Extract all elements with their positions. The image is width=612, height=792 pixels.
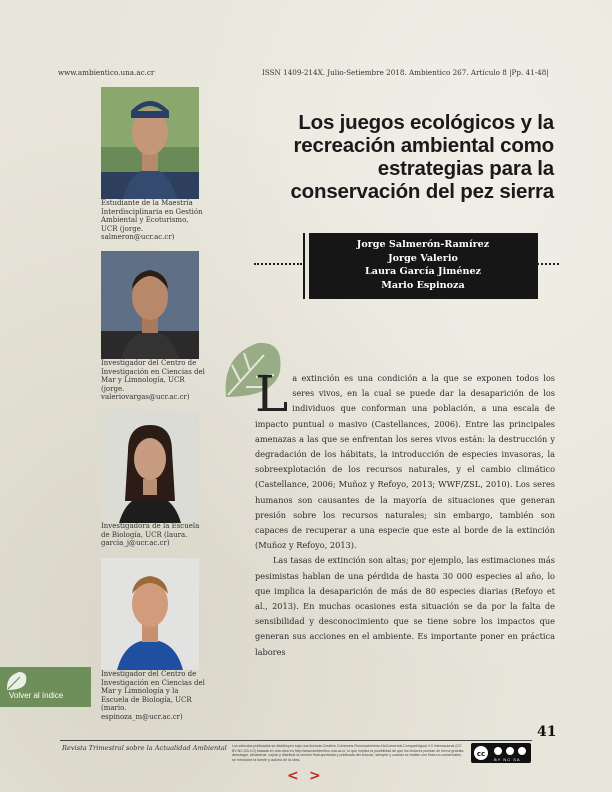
footer-divider	[60, 740, 532, 741]
back-to-index-label: Volver al índice	[9, 691, 64, 700]
author-name: Mario Espinoza	[381, 279, 465, 291]
website-url[interactable]: www.ambientico.una.ac.cr	[58, 68, 155, 77]
svg-text:cc: cc	[476, 750, 486, 758]
author-name: Jorge Salmerón-Ramírez	[356, 239, 490, 250]
author-photo-3	[101, 411, 199, 523]
leaf-icon	[5, 670, 29, 692]
author-bio-1: Estudiante de la Maestría Interdisciplinaria en Gestión Ambiental y Ecoturismo, UCR (jorge. salmeron@ucr.ac.cr)	[101, 199, 203, 242]
cc-icon	[473, 745, 489, 761]
author-name: Laura García Jiménez	[364, 266, 482, 277]
author-photo-1	[101, 87, 199, 199]
issn-citation: ISSN 1409-214X. Julio-Setiembre 2018. Ambientico 267. Artículo 8 |Pp. 41-48|	[262, 68, 549, 77]
author-bio-3: Investigadora de la Escuela de Biología, UCR (laura. garcia_j@ucr.ac.cr)	[101, 522, 200, 548]
paragraph-1	[255, 365, 555, 553]
article-body	[255, 365, 555, 660]
author-list	[316, 238, 530, 292]
author-bio-2: Investigador del Centro de Investigación en Ciencias del Mar y Limnología, UCR (jorge. valeriovargas@ucr.ac.cr)	[101, 359, 205, 402]
page-number: 41	[537, 724, 557, 740]
cc-badge-label: BY NC SA	[494, 757, 521, 762]
next-page-button[interactable]: >	[309, 768, 321, 784]
author-name: Jorge Valerio	[388, 252, 458, 264]
previous-page-button[interactable]: <	[287, 768, 299, 784]
license-text: Los artículos publicados se distribuyen bajo una licencia Creative Commons Reconocimiento-NoComercial-CompartirIgual 4.0 Internacional (CC BY-NC-SA 4.0) basada en una obra en http://www.ambientico.una.ac.cr, lo que implica la posibilidad de que los lectores puedan de forma gratuita descargar, almacenar, copiar y distribuir la versión final aprobada y publicada del artículo, siempre y cuando se realice con fines no comerciales, se mencione la fuente y autoría de la obra.	[232, 744, 464, 762]
paragraph-2: Las tasas de extinción son altas; por ejemplo, las estimaciones más pesimistas hablan de una pérdida de hasta 30 000 especies al año, lo que implica la desaparición de más de 80 especies diarias (Refoyo et al., 2013). En muchas ocasiones esta situación se da por la falta de sensibilidad y desconocimiento que se tiene sobre los impactos que generan sus acciones en el ambiente. Es importante poner en práctica labores	[255, 555, 555, 657]
decorative-dots-right	[537, 263, 559, 265]
decorative-dots-left	[254, 263, 302, 265]
author-bio-4: Investigador del Centro de Investigación en Ciencias del Mar y Limnología y la Escuela de Biología, UCR (mario. espinoza_m@ucr.ac.cr)	[101, 670, 205, 721]
author-photo-2	[101, 251, 199, 359]
author-photo-4	[101, 558, 199, 670]
journal-name: Revista Trimestral sobre la Actualidad Ambiental	[62, 744, 227, 752]
drop-cap: L	[255, 365, 289, 423]
paragraph-1-text: a extinción es una condición a la que se exponen todos los seres vivos, en la cual se puede dar la desaparición de los individuos que conforman una población, a una escala de impacto puntual o masivo (Castellances, 2006). Entre las principales amenazas a las que se enfrentan los seres vivos están: la destrucción y degradación de los hábitats, la introducción de especies invasoras, la sobreexplotación de los recursos naturales, y el cambio climático (Castellance, 2006; Muñoz y Refoyo, 2013; WWF/ZSL, 2010). Los seres humanos son causantes de la mayoría de situaciones que generan presión sobre los recursos naturales; sin embargo, también son capaces de recuperar a una especie que este al borde de la extinción (Muñoz y Refoyo, 2013).	[255, 373, 555, 551]
back-to-index-button[interactable]	[0, 667, 91, 707]
license-icons	[493, 746, 529, 756]
article-title: Los juegos ecológicos y la recreación ambiental como estrategias para la conservación del pez sierra	[290, 111, 554, 203]
